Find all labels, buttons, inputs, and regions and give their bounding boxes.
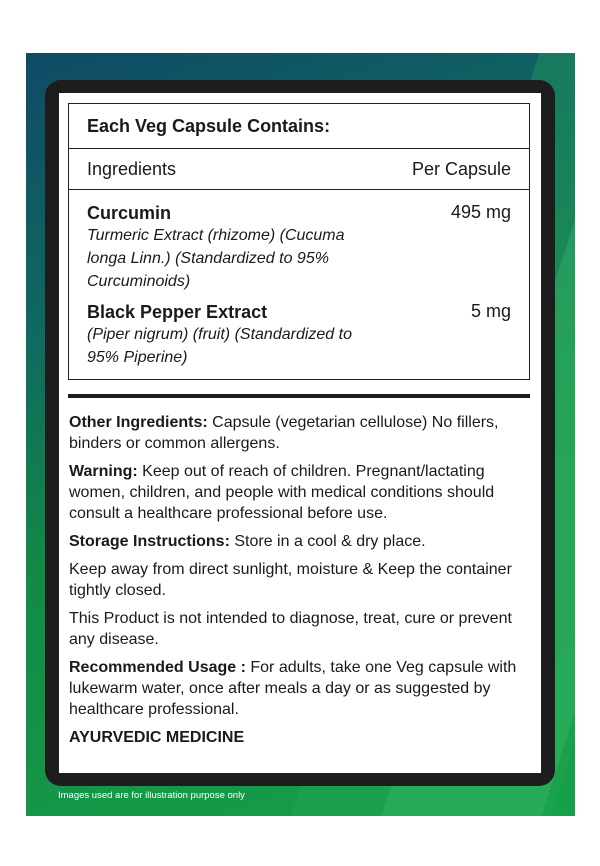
- illustration-disclaimer: Images used are for illustration purpose only: [58, 790, 245, 801]
- ingredient-name: Curcumin: [87, 203, 172, 223]
- other-ingredients-label: Other Ingredients:: [69, 414, 208, 431]
- usage-label: Recommended Usage :: [69, 659, 246, 676]
- ingredient-description: Turmeric Extract (rhizome) (Cucuma longa Linn.) (Standardized to 95% Curcuminoids): [87, 227, 345, 290]
- usage-text: For adults, take one Veg capsule with lukewarm water, once after meals a day or as suggested by healthcare professional.: [69, 659, 517, 718]
- ingredient-description: (Piper nigrum) (fruit) (Standardized to 95% Piperine): [87, 326, 352, 366]
- disclaimer-text: This Product is not intended to diagnose, treat, cure or prevent any disease.: [69, 610, 512, 648]
- warning-label: Warning:: [69, 463, 138, 480]
- warning: [69, 461, 531, 524]
- storage-instructions: [69, 531, 531, 552]
- keep-away-text: Keep away from direct sunlight, moisture & Keep the container tightly closed.: [69, 561, 512, 599]
- column-header-ingredients: Ingredients: [87, 159, 177, 179]
- ingredient-amount: 5 mg: [470, 301, 511, 321]
- ingredient-row: [87, 202, 387, 293]
- storage-text: Store in a cool & dry place.: [229, 533, 426, 550]
- ayurvedic-medicine-label: AYURVEDIC MEDICINE: [69, 729, 245, 746]
- ingredient-row: [87, 301, 387, 369]
- warning-text: Keep out of reach of children. Pregnant/lactating women, children, and people with medical conditions should consult a healthcare professional before use.: [69, 463, 495, 522]
- recommended-usage: [69, 657, 531, 720]
- supplement-facts-table: [68, 103, 530, 380]
- ingredient-amount: 495 mg: [450, 202, 511, 222]
- other-ingredients-text: Capsule (vegetarian cellulose) No fillers, binders or common allergens.: [69, 414, 499, 452]
- label-information: [69, 412, 531, 755]
- column-header-per-capsule: Per Capsule: [411, 159, 511, 179]
- section-divider: [68, 394, 530, 398]
- divider: [69, 189, 529, 190]
- ingredient-name: Black Pepper Extract: [87, 302, 268, 322]
- divider: [69, 148, 529, 149]
- other-ingredients: [69, 412, 531, 454]
- table-title: Each Veg Capsule Contains:: [87, 116, 331, 136]
- storage-label: Storage Instructions:: [69, 533, 230, 550]
